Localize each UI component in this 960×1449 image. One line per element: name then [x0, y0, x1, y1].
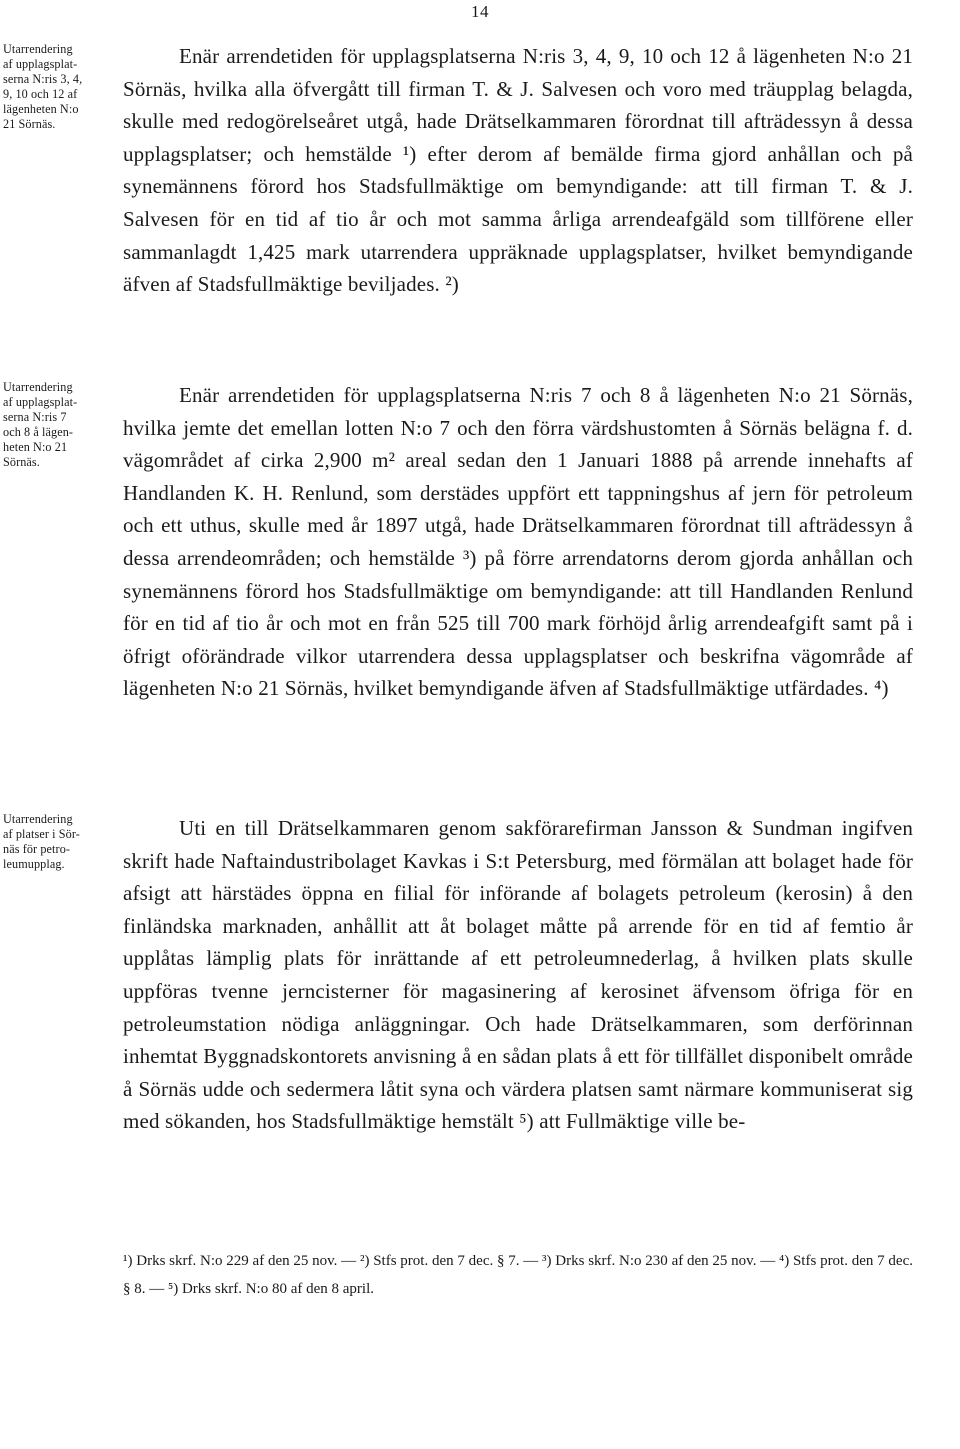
paragraph-2: Enär arrendetiden för upplagsplatserna N:ris 7 och 8 å lägenheten N:o 21 Sörnäs, hvilka jemte det emellan lotten N:o 7 och den förra värdshustomten å Sörnäs belägna f. d. vägområdet af cirka 2,900 m² areal sedan den 1 Januari 1888 på arrende innehafts af Handlanden K. H. Renlund, som derstädes uppfört ett tappningshus af jern för petroleum och ett uthus, skulle med år 1897 utgå, hade Drätselkammaren förordnat till afträdessyn å dessa arrendeområden; och hemstälde ³) på förre arrendatorns derom gjorda anhållan och synemännens förord hos Stadsfullmäktige om bemyndigande: att till Handlanden Renlund för en tid af tio år och mot en från 525 till 700 mark förhöjd årlig arrendeafgift samt på i öfrigt oförändrade vilkor utarrendera dessa upplagsplatser och beskrifna vägområde af lägenheten N:o 21 Sörnäs, hvilket bemyndigande äfven af Stadsfullmäktige utfärdades. ⁴) [123, 383, 913, 701]
margin-note-2: Utarrendering af upplagsplat- serna N:ris 7 och 8 å lägen- heten N:o 21 Sörnäs. [3, 380, 78, 469]
footnotes: ¹) Drks skrf. N:o 229 af den 25 nov. — ²) Stfs prot. den 7 dec. § 7. — ³) Drks skrf. N:o 230 af den 25 nov. — ⁴) Stfs prot. den 7 dec. § 8. — ⁵) Drks skrf. N:o 80 af den 8 april. [123, 1253, 913, 1297]
margin-note-3: Utarrendering af platser i Sör- näs för petro- leumupplag. [3, 812, 80, 871]
page-number: 14 [471, 2, 489, 21]
margin-note-1: Utarrendering af upplagsplat- serna N:ris 3, 4, 9, 10 och 12 af lägenheten N:o 21 Sörnäs. [3, 42, 83, 131]
paragraph-1: Enär arrendetiden för upplagsplatserna N:ris 3, 4, 9, 10 och 12 å lägenheten N:o 21 Sörnäs, hvilka alla öfvergått till firman T. & J. Salvesen och voro med träupplag belagda, skulle med redogörelseåret utgå, hade Drätselkammaren förordnat till afträdessyn å dessa upplagsplatser; och hemstälde ¹) efter derom af bemälde firma gjord anhållan och på synemännens förord hos Stadsfullmäktige om bemyndigande: att till firman T. & J. Salvesen för en tid af tio år och mot samma årliga arrendeafgäld som tillförene eller sammanlagdt 1,425 mark utarrendera uppräknade upplagsplatser, hvilket bemyndigande äfven af Stadsfullmäktige beviljades. ²) [123, 44, 913, 297]
paragraph-3: Uti en till Drätselkammaren genom sakförarefirman Jansson & Sundman ingifven skrift hade Naftaindustribolaget Kavkas i S:t Petersburg, med förmälan att bolaget hade för afsigt att härstädes öppna en filial för införande af bolagets petroleum (kerosin) å den finländska marknaden, anhållit att åt bolaget måtte på arrende för en tid af femtio år upplåtas lämplig plats för inrättande af ett petroleumnederlag, å hvilken plats skulle uppföras tvenne jerncisterner för magasinering af kerosinet äfvensom öfriga för en petroleumstation nödiga anläggningar. Och hade Drätselkammaren, som derförinnan inhemtat Byggnadskontorets anvisning å en sådan plats å ett för tillfället disponibelt område å Sörnäs udde och sedermera låtit syna och värdera platsen samt närmare kommuniserat sig med sökanden, hos Stadsfullmäktige hemstält ⁵) att Fullmäktige ville be- [123, 816, 913, 1134]
